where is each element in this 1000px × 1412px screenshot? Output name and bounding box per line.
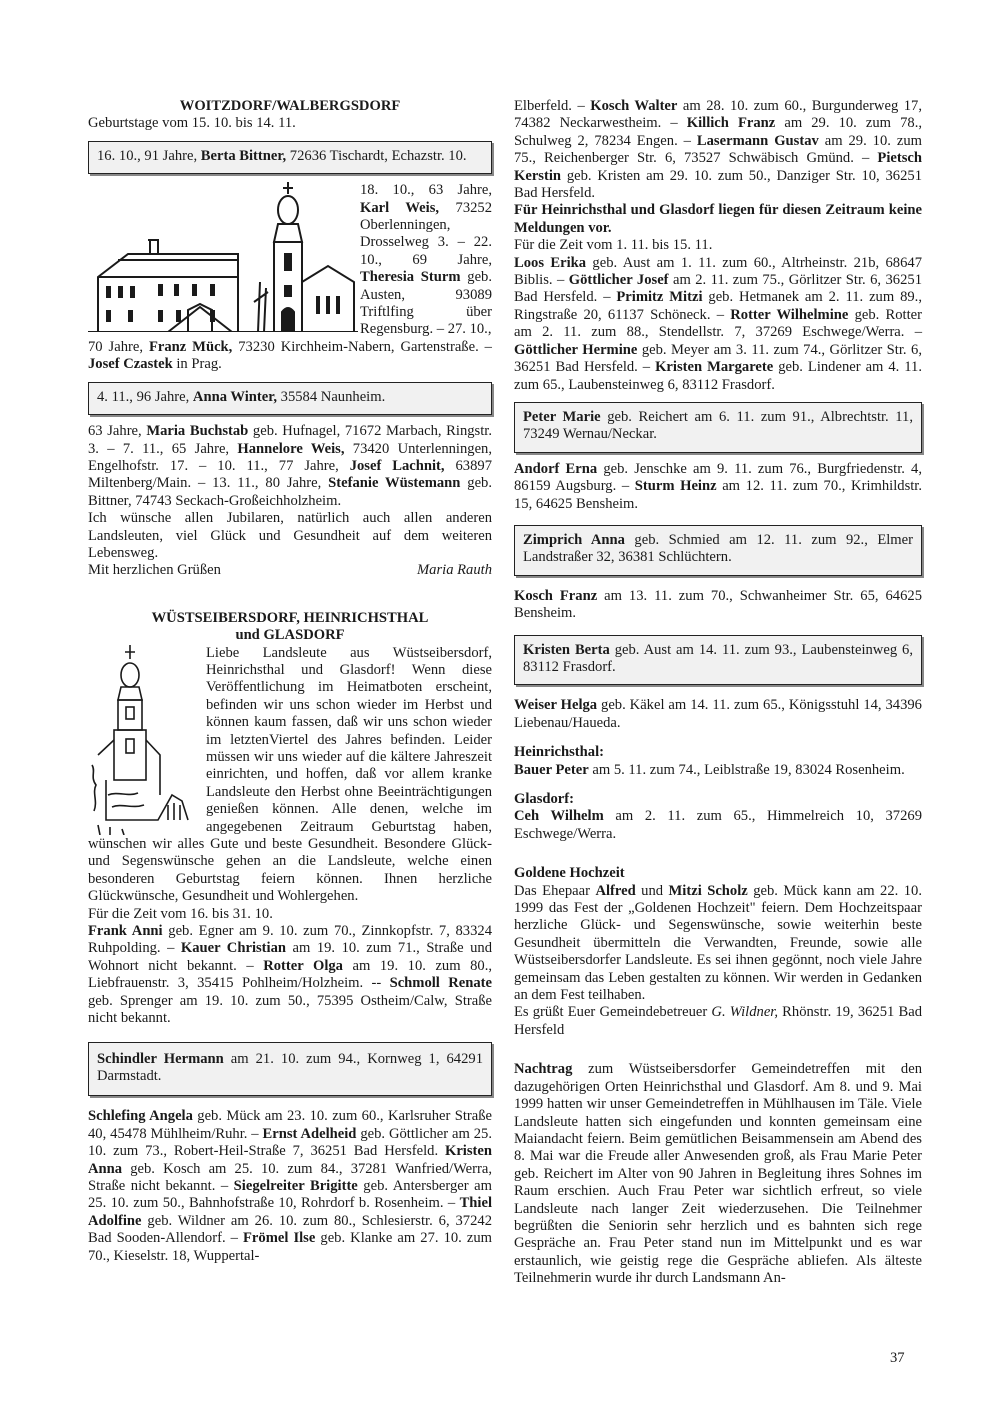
birthday-list xyxy=(514,461,922,513)
birthday-list xyxy=(88,1108,492,1265)
bold-name: Kristen Anna xyxy=(88,1143,492,1177)
bold-name: Schlefing Angela xyxy=(88,1108,193,1125)
highlight-entry xyxy=(523,532,913,567)
bold-name: Göttlicher Josef xyxy=(568,272,669,289)
bold-name: Theresia Sturm xyxy=(360,269,461,286)
bold-name: Rotter Olga xyxy=(263,957,343,974)
bold-name: Josef Czastek xyxy=(88,356,173,373)
bold-name: Kosch Franz xyxy=(514,587,598,604)
text-run: geb. Klanke am 27. 10. zum 70., Kieselstr. 18, Wuppertal- xyxy=(88,1230,492,1264)
birthday-list xyxy=(514,98,922,202)
bold-name: Thiel Adolfine xyxy=(88,1195,492,1229)
text-run: geb. Aust am 1. 11. zum 60., Altrheinstr. 21b, 68647 Biblis. – xyxy=(514,254,922,289)
highlight-entry xyxy=(97,1051,483,1086)
text-run: geb. Rotter am 2. 11. zum 88., Stendellstr. 7, 37269 Eschwege/Werra. – xyxy=(514,306,922,341)
signature-line xyxy=(88,562,492,579)
section-title-wuestseibersdorf: WÜSTSEIBERSDORF, HEINRICHSTHAL xyxy=(151,609,429,626)
text-run: geb. Sprenger am 19. 10. zum 50., 75395 Ostheim/Calw, Straße nicht bekannt. xyxy=(88,992,492,1027)
bold-name: Rotter Wilhelmine xyxy=(730,306,849,323)
text-run: geb. Hetmanek am 2. 11. zum 89., Ringstraße 20, 61137 Schöneck. – xyxy=(514,289,922,323)
bold-name: Bauer Peter xyxy=(514,761,589,778)
glasdorf-heading: Glasdorf: xyxy=(514,791,574,807)
birthday-period: Geburtstage vom 15. 10. bis 14. 11. xyxy=(88,115,296,132)
highlight-box xyxy=(514,402,922,453)
text-run: geb. Aust am 14. 11. zum 93., Laubensteinweg 6, 83112 Frasdorf. xyxy=(523,641,913,675)
text-run: am 29. 10. zum 78., Schulweg 2, 78234 Engen. – xyxy=(514,115,922,149)
bold-name: Alfred xyxy=(595,882,636,899)
bold-name: Kauer Christian xyxy=(180,940,287,957)
text-run: geb. Göttlicher am 25. 10. zum 73., Robert-Heil-Straße 7, 36251 Bad Hersfeld. xyxy=(88,1125,492,1160)
highlight-box xyxy=(88,141,492,174)
highlight-box xyxy=(88,382,492,415)
greeting: Mit herzlichen Grüßen xyxy=(88,562,221,579)
bold-name: Sturm Heinz xyxy=(634,478,717,495)
text-run: am 28. 10. zum 60., Burgunderweg 17, 74382 Neckarwestheim. – xyxy=(514,98,922,132)
text-run: geb. Lindener am 4. 11. zum 65., Laubensteinweg 6, 83112 Frasdorf. xyxy=(514,359,922,393)
text-run: am 19. 10. zum 71., Straße und Wohnort nicht bekannt. – xyxy=(88,940,492,974)
text-run: am 19. 10. zum 80., Liebfrauenstr. 3, 35415 Pohlheim/Holzheim. -- xyxy=(88,957,493,992)
text-run: geb. Kristen am 29. 10. zum 50., Danziger Str. 10, 36251 Bad Hersfeld. xyxy=(514,167,922,202)
bold-name: Andorf Erna xyxy=(514,460,598,477)
birthday-list xyxy=(514,762,922,779)
golden-wedding-signature xyxy=(514,1004,922,1039)
birthday-list xyxy=(514,697,922,732)
bold-name: Primitz Mitzi xyxy=(616,289,703,306)
bold-name: Pietsch Kerstin xyxy=(514,150,922,184)
text-run: geb. Mück kann am 22. 10. 1999 das Fest der „Goldenen Hochzeit" feiern. Dem Hochzeitspaar herzliche Glück- und Segenswünsche, sowie weiterhin beste Gesundheit übermitteln die Verwandten, Freunde, sowie alle Wüstseibersdorfer Landsleute. Es sei ihnen gegönnt, noch viele Jahre gemeinsam das Leben gestalten zu können. Wir werden in Gedanken an dem Fest teilhaben. xyxy=(514,882,923,1004)
italic-name: G. Wildner, xyxy=(711,1004,779,1021)
text-run: Rhönstr. 19, 36251 Bad Hersfeld xyxy=(514,1004,922,1038)
text-run: 63897 Miltenberg/Main. – 13. 11., 80 Jahre, xyxy=(88,457,492,492)
entry-after-image xyxy=(88,339,492,374)
heinrichsthal-heading: Heinrichsthal: xyxy=(514,744,604,761)
page-number: 37 xyxy=(890,1350,905,1366)
highlight-entry xyxy=(523,642,913,677)
bold-name: Peter Marie xyxy=(523,408,601,425)
wish-text: Ich wünsche allen Jubilaren, natürlich auch allen anderen Landsleuten, viel Glück und Gesundheit auf dem weiteren Lebensweg. xyxy=(88,510,492,561)
text-run: Es grüßt Euer Gemeindebetreuer xyxy=(514,1004,712,1021)
bold-name: Kristen Berta xyxy=(523,641,610,658)
section-title-woitzdorf: WOITZDORF/WALBERGSDORF xyxy=(179,98,401,114)
entry-beside-image xyxy=(360,182,492,339)
image-text-row xyxy=(88,182,492,339)
text-run: geb. Reichert am 6. 11. zum 91., Albrechtstr. 11, 73249 Wernau/Neckar. xyxy=(523,408,913,443)
bold-name: Frank Anni xyxy=(88,923,163,940)
bold-name: Maria Buchstab xyxy=(146,423,249,440)
text-run: geb. Egner am 9. 10. zum 70., Zinnkopfstr. 7, 83324 Ruhpolding. – xyxy=(88,923,492,957)
bold-name: Kosch Walter xyxy=(590,98,678,114)
bold-name: Franz Mück, xyxy=(148,338,233,355)
bold-name: Kristen Margarete xyxy=(655,359,774,376)
text-run: 18. 10., 63 Jahre, xyxy=(360,182,492,199)
text-run: am 13. 11. zum 70., Schwanheimer Str. 65, 64625 Bensheim. xyxy=(514,587,922,622)
text-run: in Prag. xyxy=(172,356,222,373)
no-reports-notice: Für Heinrichsthal und Glasdorf liegen für diesen Zeitraum keine Meldungen vor. xyxy=(514,202,922,236)
text-run: 16. 10., 91 Jahre, xyxy=(97,147,201,164)
text-run: 73252 Oberlenningen, Drosselweg 3. – 22. 10., 69 Jahre, xyxy=(360,199,492,268)
text-run: geb. Hufnagel, 71672 Marbach, Ringstr. 3. – 7. 11., 65 Jahre, xyxy=(88,423,492,457)
church-tower-illustration xyxy=(88,645,198,835)
highlight-box xyxy=(514,525,922,576)
text-run: 73230 Kirchheim-Nabern, Gartenstraße. – xyxy=(232,338,492,355)
text-run: am 2. 11. zum 65., Himmelreich 10, 37269 Eschwege/Werra. xyxy=(514,808,922,842)
birthday-list xyxy=(514,588,922,623)
highlight-entry xyxy=(97,389,483,406)
text-run: geb. Austen, 93089 Triftlfing über Regensburg. – 27. 10., xyxy=(360,269,492,338)
bold-name: Mitzi Scholz xyxy=(668,882,748,899)
text-run: geb. Antersberger am 25. 10. zum 50., Bahnhofstraße 10, Rohrdorf b. Rosenheim. – xyxy=(88,1177,492,1212)
text-run: 70 Jahre, xyxy=(88,338,149,355)
section-title-wuestseibersdorf-2: und GLASDORF xyxy=(235,627,345,644)
bold-name: Ernst Adelheid xyxy=(262,1125,357,1142)
text-run: 72636 Tischardt, Echazstr. 10. xyxy=(286,147,467,164)
text-run: und xyxy=(635,882,669,899)
intro-block xyxy=(88,645,492,906)
church-with-farmhouse-illustration xyxy=(88,182,360,339)
bold-name: Zimprich Anna xyxy=(523,531,625,548)
birthday-list xyxy=(514,808,922,843)
period-heading: Für die Zeit vom 16. bis 31. 10. xyxy=(88,905,273,922)
highlight-entry xyxy=(523,409,913,444)
golden-wedding-heading: Goldene Hochzeit xyxy=(514,865,625,882)
bold-name: Hannelore Weis, xyxy=(237,440,345,457)
bold-name: Stefanie Wüstemann xyxy=(328,475,461,492)
signature: Maria Rauth xyxy=(417,562,492,579)
birthday-list xyxy=(514,255,922,394)
bold-name: Weiser Helga xyxy=(514,697,598,714)
nachtrag-text xyxy=(514,1061,922,1287)
left-column xyxy=(88,98,492,1265)
text-run: 73420 Unterlenningen, Engelhofstr. 17. – 10. 11., 77 Jahre, xyxy=(88,440,492,474)
text-run: geb. Jenschke am 9. 11. zum 76., Burgfriedenstr. 4, 86159 Augsburg. – xyxy=(514,460,923,495)
text-run: geb. Käkel am 14. 11. zum 65., Königsstuhl 14, 34396 Liebenau/Haueda. xyxy=(514,697,922,731)
text-run: am 29. 10. zum 75., Reichenberger Str. 6, 73527 Schwäbisch Gmünd. – xyxy=(514,132,922,167)
bold-name: Lasermann Gustav xyxy=(696,132,819,149)
bold-name: Schmoll Renate xyxy=(389,975,492,992)
highlight-box xyxy=(514,635,922,686)
highlight-box xyxy=(88,1042,492,1097)
text-run: geb. Wildner am 26. 10. zum 80., Schlesierstr. 6, 37242 Bad Sooden-Allendorf. – xyxy=(88,1212,492,1247)
text-run: 63 Jahre, xyxy=(88,423,147,440)
text-run: zum Wüstseibersdorfer Gemeindetreffen mit den dazugehörigen Orten Heinrichsthal und Glasdorf. Am 8. und 9. Mai 1999 hatten wir unser Gemeindetreffen in Mühlhausen im Täle. Viele Landsleute hatten sich eingefunden und konnten gemeinsam eine Maiandacht feiern. Beim gemütlichen Beisammensein am Abend des 8. Mai war die Freude aller Anwesenden groß, als Frau Marie Peter geb. Reichert im Alter von 90 Jahren in Begleitung ihres Sohnes im Raum erschien. Auch Frau Peter war sichtlich erfreut, so viele Landsleute nach langer Zeit wiederzusehen. Die Teilnehmer begrüßten die Seniorin sehr herzlich und es bahnten sich rege Gespräche an. Frau Peter stand nun im Mittelpunkt und es war erstaunlich, wie geistig rege die Gespräche abliefen. Als älteste Teilnehmerin wurde ihr durch Landsmann An- xyxy=(514,1061,922,1287)
text-run: 35584 Naunheim. xyxy=(277,388,386,405)
intro-letter: Liebe Landsleute aus Wüstseibersdorf, Heinrichsthal und Glasdorf! Wenn diese Veröffentlichung im Heimatboten erscheint, befinden wir uns schon wieder im Herbst und können kaum fassen, daß wir uns schon wieder im letztenViertel des Jahres befinden. Leider müssen wir uns wieder auf die kältere Jahreszeit einrichten, und hoffen, daß vor allem kranke Landsleute den Herbst ohne Beeinträchtigungen genießen können. Alle denen, welche im angegebenen Zeitraum Geburtstag haben, wünschen wir alles Gute und beste Gesundheit. Besondere Glück- und Segenswünsche gehen an die Landsleute, welche einen besonderen Geburtstag feiern können. Ihnen herzliche Glückwünsche, Gesundheit und Wohlergehen. xyxy=(88,644,492,905)
bold-name: Schindler Hermann xyxy=(97,1050,224,1067)
bold-name: Nachtrag xyxy=(514,1061,573,1078)
tower-icon xyxy=(88,645,198,835)
period-heading: Für die Zeit vom 1. 11. bis 15. 11. xyxy=(514,237,713,254)
right-column xyxy=(514,98,922,1288)
text-run: am 2. 11. zum 75., Görlitzer Str. 6, 36251 Bad Hersfeld. – xyxy=(514,272,922,306)
text-run: geb. Bittner, 74743 Seckach-Großeichholzheim. xyxy=(88,475,492,509)
bold-name: Anna Winter, xyxy=(192,388,277,405)
church-icon xyxy=(88,182,358,332)
bold-name: Berta Bittner, xyxy=(200,147,287,164)
text-run: am 12. 11. zum 70., Krimhildstr. 15, 64625 Bensheim. xyxy=(514,478,923,512)
highlight-entry xyxy=(97,148,483,165)
bold-name: Karl Weis, xyxy=(360,199,440,216)
text-run: am 21. 10. zum 94., Kornweg 1, 64291 Darmstadt. xyxy=(97,1050,483,1084)
text-run: geb. Mück am 23. 10. zum 60., Karlsruher Straße 40, 45478 Mühlheim/Ruhr. – xyxy=(88,1108,492,1142)
birthday-list xyxy=(88,923,492,1027)
bold-name: Loos Erika xyxy=(514,254,587,271)
bold-name: Killich Franz xyxy=(686,115,776,132)
bold-name: Josef Lachnit, xyxy=(349,457,445,474)
text-run: Das Ehepaar xyxy=(514,882,596,899)
text-run: geb. Kosch am 25. 10. zum 84., 37281 Wanfried/Werra, Straße nicht bekannt. – xyxy=(88,1160,492,1194)
birthday-list xyxy=(88,423,492,510)
bold-name: Ceh Wilhelm xyxy=(514,808,604,825)
text-run: Elberfeld. – xyxy=(514,98,591,114)
bold-name: Göttlicher Hermine xyxy=(514,341,638,358)
bold-name: Frömel Ilse xyxy=(243,1230,316,1247)
text-run: geb. Meyer am 3. 11. zum 74., Görlitzer Str. 6, 36251 Bad Hersfeld. – xyxy=(514,341,922,376)
text-run: geb. Schmied am 12. 11. zum 92., Elmer Landstraßer 32, 36381 Schlüchtern. xyxy=(523,531,913,566)
bold-name: Siegelreiter Brigitte xyxy=(233,1177,358,1194)
text-run: am 5. 11. zum 74., Leiblstraße 19, 83024 Rosenheim. xyxy=(588,761,905,778)
golden-wedding-text xyxy=(514,883,922,1005)
text-run: 4. 11., 96 Jahre, xyxy=(97,388,193,405)
